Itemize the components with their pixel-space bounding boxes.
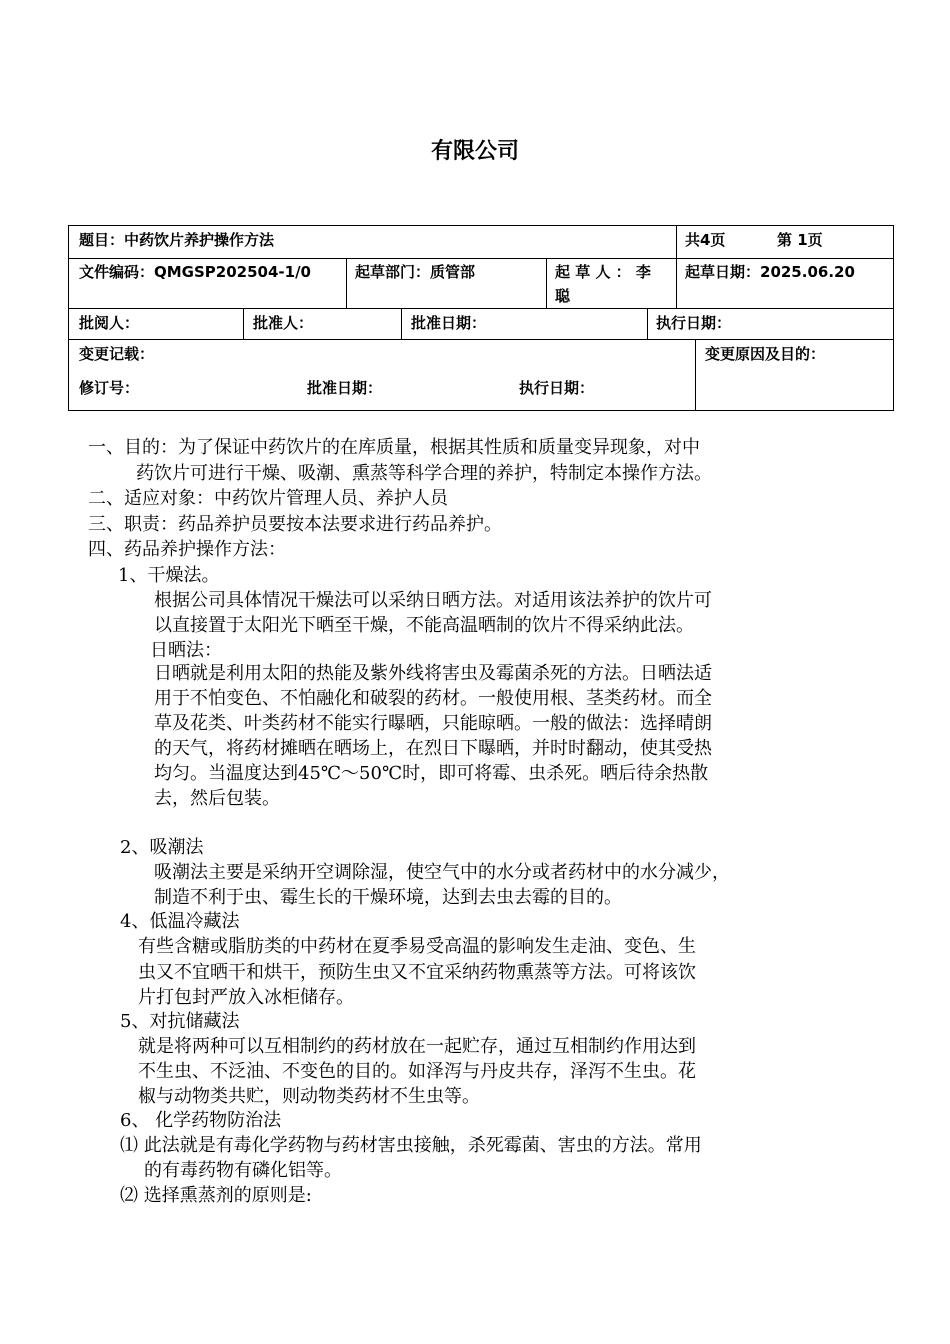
execution-date: 执行日期： [656, 314, 732, 332]
change-reason: 变更原因及目的： [705, 345, 826, 363]
col-divider [401, 308, 402, 339]
section-drying-text: 以直接置于太阳光下晒至干燥，不能高温晒制的饮片不得采纳此法。 [154, 615, 694, 636]
drafting-department: 起草部门：质管部 [355, 263, 476, 281]
change-record: 变更记载： [79, 345, 155, 363]
col-divider [346, 258, 347, 308]
draft-date: 起草日期：2025.06.20 [685, 263, 855, 281]
col-divider [695, 339, 696, 411]
section-cold-storage-text: 片打包封严放入冰柜储存。 [138, 987, 354, 1008]
sun-drying-text: 均匀。当温度达到45℃～50℃时，即可将霉、虫杀死。晒后待余热散 [154, 763, 709, 784]
sun-drying-text: 去，然后包装。 [154, 788, 280, 809]
row-divider [69, 339, 893, 340]
section-cold-storage-text: 虫又不宜晒干和烘干，预防生虫又不宜采纳药物熏蒸等方法。可将该饮 [138, 962, 696, 983]
section-counter-storage-title: 5、对抗储藏法 [120, 1011, 240, 1032]
row-divider [69, 258, 893, 259]
document-code: 文件编码：QMGSP202504-1/0 [79, 263, 311, 281]
paragraph-scope: 二、适应对象：中药饮片管理人员、养护人员 [88, 488, 448, 509]
col-divider [546, 258, 547, 308]
col-divider [647, 308, 648, 339]
revision-number: 修订号： [79, 379, 140, 397]
sun-drying-text: 日晒就是利用太阳的热能及紫外线将害虫及霉菌杀死的方法。日晒法适 [154, 663, 712, 684]
section-chemical-item-2: ⑵ 选择熏蒸剂的原则是: [120, 1185, 312, 1206]
paragraph-methods: 四、药品养护操作方法： [88, 539, 286, 560]
section-drying-title: 1、干燥法。 [118, 565, 220, 586]
section-counter-storage-text: 不生虫、不泛油、不变色的目的。如泽泻与丹皮共存，泽泻不生虫。花 [138, 1061, 696, 1082]
sun-drying-text: 用于不怕变色、不怕融化和破裂的药材。一般使用根、茎类药材。而全 [154, 688, 712, 709]
section-chemical-title: 6、 化学药物防治法 [120, 1110, 282, 1131]
section-counter-storage-text: 就是将两种可以互相制约的药材放在一起贮存，通过互相制约作用达到 [138, 1036, 696, 1057]
section-moisture-text: 吸潮法主要是采纳开空调除湿，使空气中的水分或者药材中的水分减少， [154, 862, 730, 883]
section-counter-storage-text: 椒与动物类共贮，则动物类药材不生虫等。 [138, 1086, 480, 1107]
row-divider [69, 308, 893, 309]
section-cold-storage-title: 4、低温冷藏法 [120, 911, 240, 932]
section-drying-text: 根据公司具体情况干燥法可以采纳日晒方法。对适用该法养护的饮片可 [154, 590, 712, 611]
col-divider [676, 226, 677, 258]
company-title: 有限公司 [430, 139, 519, 164]
col-divider [676, 258, 677, 308]
paragraph-purpose-cont: 药饮片可进行干燥、吸潮、熏蒸等科学合理的养护，特制定本操作方法。 [136, 463, 712, 484]
drafter: 起 草 人 ： 李 [555, 263, 651, 281]
paragraph-purpose: 一、目的：为了保证中药饮片的在库质量，根据其性质和质量变异现象，对中 [88, 437, 700, 458]
drafter-name-cont: 聪 [555, 287, 571, 305]
approval-date: 批准日期： [411, 314, 487, 332]
section-moisture-text: 制造不利于虫、霉生长的干燥环境，达到去虫去霉的目的。 [154, 887, 622, 908]
sun-drying-text: 草及花类、叶类药材不能实行曝晒，只能晾晒。一般的做法：选择晴朗 [154, 713, 712, 734]
reviewer: 批阅人： [79, 314, 140, 332]
document-header-table [68, 225, 894, 411]
col-divider [243, 308, 244, 339]
approver: 批准人： [253, 314, 314, 332]
paragraph-duties: 三、职责：药品养护员要按本法要求进行药品养护。 [88, 514, 502, 535]
section-chemical-item-1: ⑴ 此法就是有毒化学药物与药材害虫接触，杀死霉菌、害虫的方法。常用 [120, 1135, 702, 1156]
sun-drying-subtitle: 日晒法： [150, 640, 222, 661]
section-moisture-title: 2、吸潮法 [120, 837, 204, 858]
total-pages: 共4页 [685, 231, 726, 249]
section-chemical-item-1-cont: 的有毒药物有磷化铝等。 [144, 1160, 342, 1181]
section-cold-storage-text: 有些含糖或脂肪类的中药材在夏季易受高温的影响发生走油、变色、生 [138, 936, 696, 957]
subject: 题目：中药饮片养护操作方法 [79, 231, 275, 249]
sun-drying-text: 的天气，将药材摊晒在晒场上，在烈日下曝晒，并时时翻动，使其受热 [154, 738, 712, 759]
revision-approval-date: 批准日期： [307, 379, 383, 397]
page-number: 第 1页 [777, 231, 823, 249]
revision-execution-date: 执行日期： [519, 379, 595, 397]
